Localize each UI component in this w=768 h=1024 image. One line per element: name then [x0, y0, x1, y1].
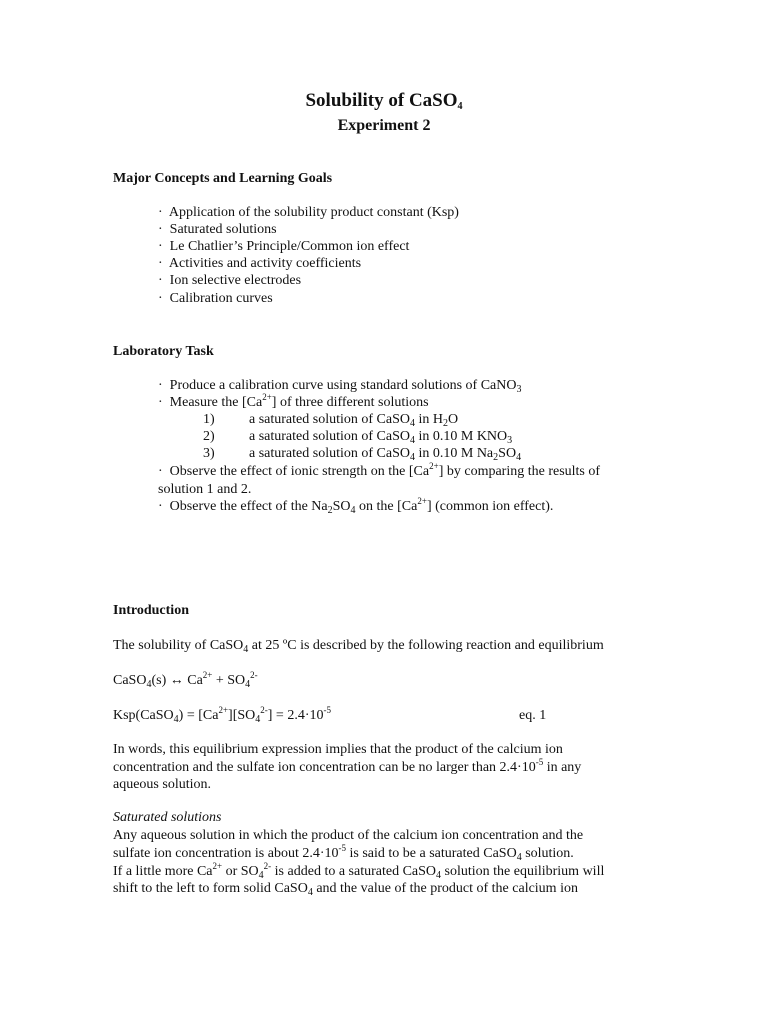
list-item: · Le Chatlier’s Principle/Common ion effect — [158, 239, 410, 254]
intro-paragraph-3-line: Any aqueous solution in which the product of the calcium ion concentration and the — [113, 828, 584, 843]
solution-text: a saturated solution of CaSO$_4$ in 0.10 M $KNO_3$ — [249, 429, 513, 446]
list-item: · Activities and activity coefficients — [158, 256, 362, 271]
lab-heading: Laboratory Task — [113, 344, 214, 359]
intro-paragraph-2-line: concentration and the sulfate ion concentration can be no larger than $2.4\cdot 10^{-5}$ in any — [113, 757, 582, 775]
list-item-continuation: solution 1 and 2. — [158, 482, 252, 497]
saturated-solutions-heading: Saturated solutions — [113, 810, 222, 825]
list-item: · Ion selective electrodes — [158, 273, 302, 288]
solution-number: 3) — [203, 446, 215, 461]
intro-paragraph-3-line: If a little more $Ca^{2+}$ or $SO_4^{2-}$ is added to a saturated CaSO$_4$ solution the equilibrium will — [113, 861, 605, 881]
ksp-equation: Ksp(CaSO$_4$) = $[Ca^{2+}][SO_4^{2-}] = 2.4\cdot 10^{-5}$ — [113, 705, 331, 725]
list-item: · Application of the solubility product constant (Ksp) — [158, 205, 459, 220]
equation-label: eq. 1 — [519, 708, 547, 723]
list-item: · Observe the effect of ionic strength on the $[Ca^{2+}]$ by comparing the results of — [158, 461, 601, 479]
intro-heading: Introduction — [113, 603, 189, 618]
solution-text: a saturated solution of CaSO$_4$ in 0.10 M $Na_2SO_4$ — [249, 446, 522, 463]
reaction-equation: CaSO$_4$(s) ↔ $Ca^{2+} + SO_4^{2-}$ — [113, 670, 258, 690]
solution-text: a saturated solution of CaSO$_4$ in $H_2O$ — [249, 412, 459, 429]
intro-paragraph-1: The solubility of CaSO$_4$ at 25 ºC is described by the following reaction and equilibrium — [113, 638, 604, 655]
intro-paragraph-3-line: sulfate ion concentration is about $2.4\cdot 10^{-5}$ is said to be a saturated CaSO$_4$ solution. — [113, 843, 574, 863]
goals-heading: Major Concepts and Learning Goals — [113, 171, 333, 186]
list-item: · Calibration curves — [158, 291, 273, 306]
intro-paragraph-3-line: shift to the left to form solid CaSO$_4$ and the value of the product of the calcium ion — [113, 881, 578, 898]
list-item: · Produce a calibration curve using standard solutions of CaNO$_3$ — [158, 378, 522, 395]
page-title: Solubility of CaSO$_4$ — [305, 90, 463, 112]
list-item: · Observe the effect of the $Na_2SO_4$ on the $[Ca^{2+}]$ (common ion effect). — [158, 496, 554, 516]
solution-number: 2) — [203, 429, 215, 444]
page-subtitle: Experiment 2 — [337, 117, 431, 134]
intro-paragraph-2-line: aqueous solution. — [113, 777, 211, 792]
intro-paragraph-2-line: In words, this equilibrium expression implies that the product of the calcium ion — [113, 742, 563, 757]
list-item: · Measure the $[Ca^{2+}]$ of three different solutions — [158, 392, 429, 410]
list-item: · Saturated solutions — [158, 222, 277, 237]
solution-number: 1) — [203, 412, 215, 427]
